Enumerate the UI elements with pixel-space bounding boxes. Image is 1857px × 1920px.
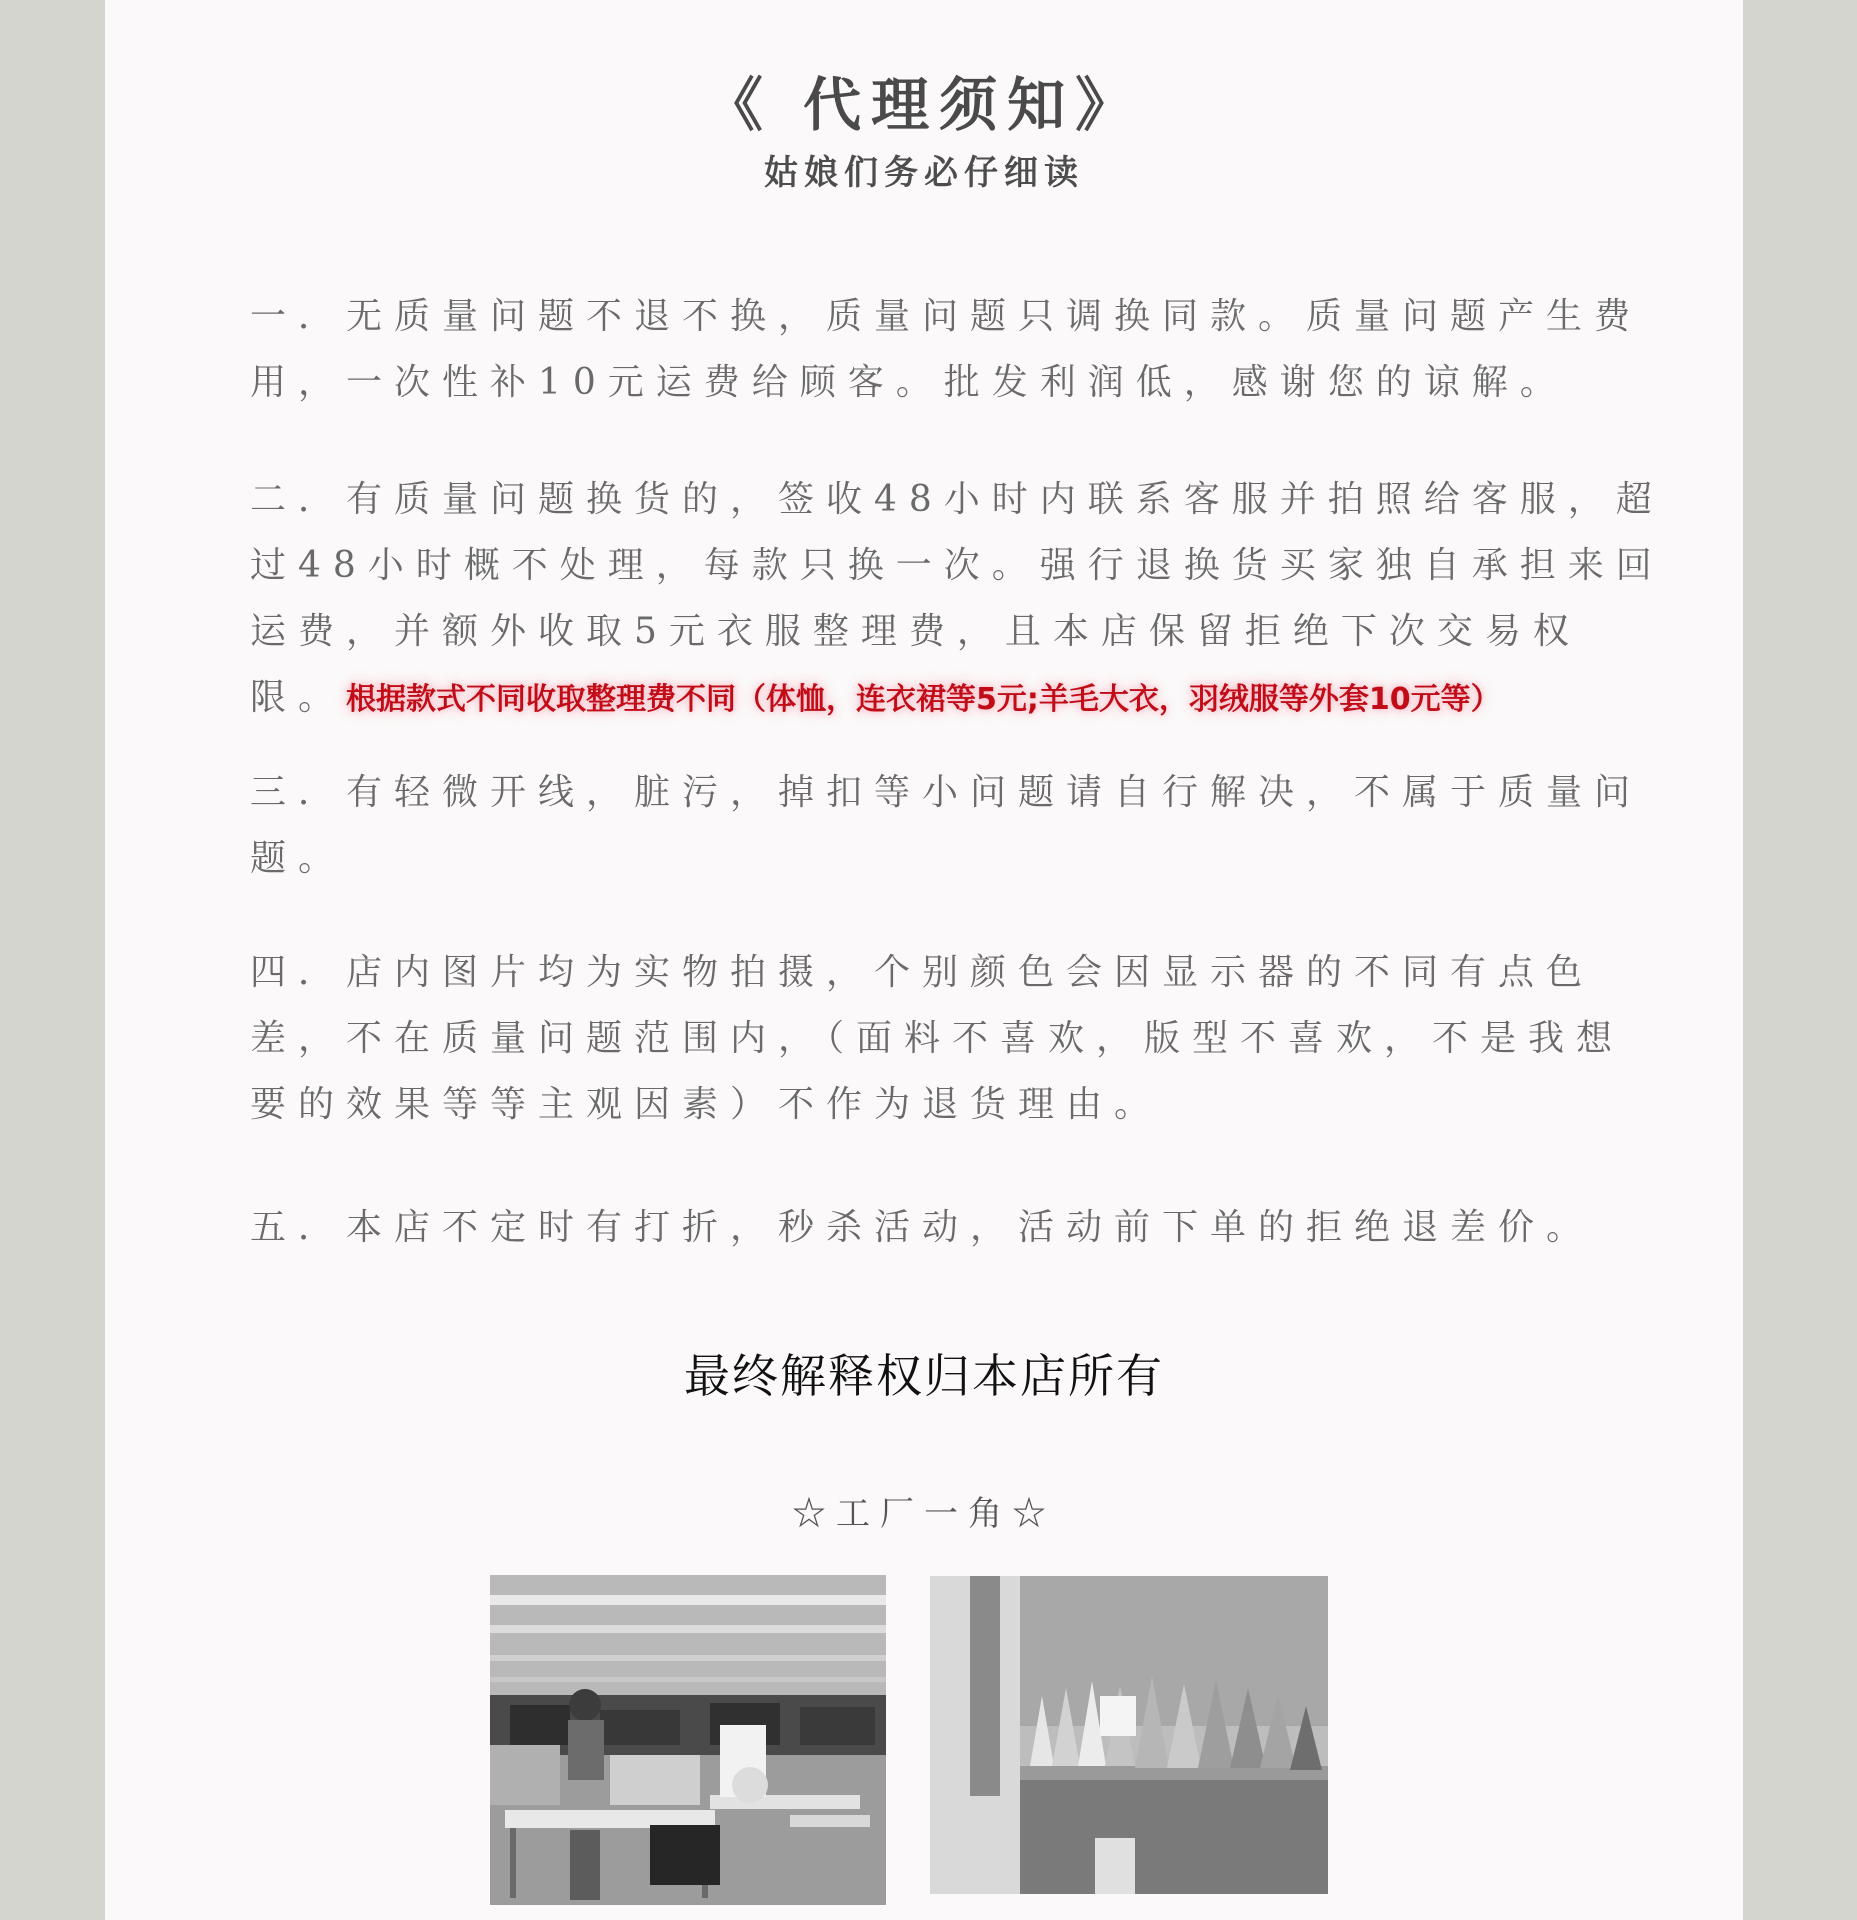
rule-3 <box>250 760 1670 892</box>
rule-3-text: 三．有轻微开线，脏污，掉扣等小问题请自行解决，不属于质量问题。 <box>250 772 1643 879</box>
factory-photo-workshop <box>490 1575 886 1905</box>
notice-page <box>105 0 1743 1920</box>
rule-1-text: 一．无质量问题不退不换，质量问题只调换同款。质量问题产生费用，一次性补10元运费给顾客。批发利润低，感谢您的谅解。 <box>250 296 1643 403</box>
rule-2-text: 二．有质量问题换货的，签收48小时内联系客服并拍照给客服，超过48小时概不处理，每款只换一次。强行退换货买家独自承担来回运费，并额外收取5元衣服整理费，且本店保留拒绝下次交易权限。 <box>250 479 1664 718</box>
rule-4-text: 四．店内图片均为实物拍摄，个别颜色会因显示器的不同有点色差，不在质量问题范围内，（面料不喜欢，版型不喜欢，不是我想要的效果等等主观因素）不作为退货理由。 <box>250 952 1625 1125</box>
rule-2-highlight: 根据款式不同收取整理费不同（体恤，连衣裙等5元;羊毛大衣，羽绒服等外套10元等） <box>346 682 1501 717</box>
factory-section-title: ☆工厂一角☆ <box>792 1494 1056 1534</box>
rule-5-text: 五．本店不定时有打折，秒杀活动，活动前下单的拒绝退差价。 <box>250 1207 1595 1248</box>
rule-5 <box>250 1195 1670 1261</box>
rule-1 <box>250 284 1670 416</box>
closing-statement: 最终解释权归本店所有 <box>684 1349 1164 1403</box>
page-subtitle: 姑娘们务必仔细读 <box>764 153 1084 193</box>
factory-photo-thread-spools <box>930 1576 1328 1894</box>
rule-4 <box>250 940 1670 1138</box>
page-title: 《 代理须知》 <box>704 71 1144 139</box>
rule-2 <box>250 467 1670 733</box>
